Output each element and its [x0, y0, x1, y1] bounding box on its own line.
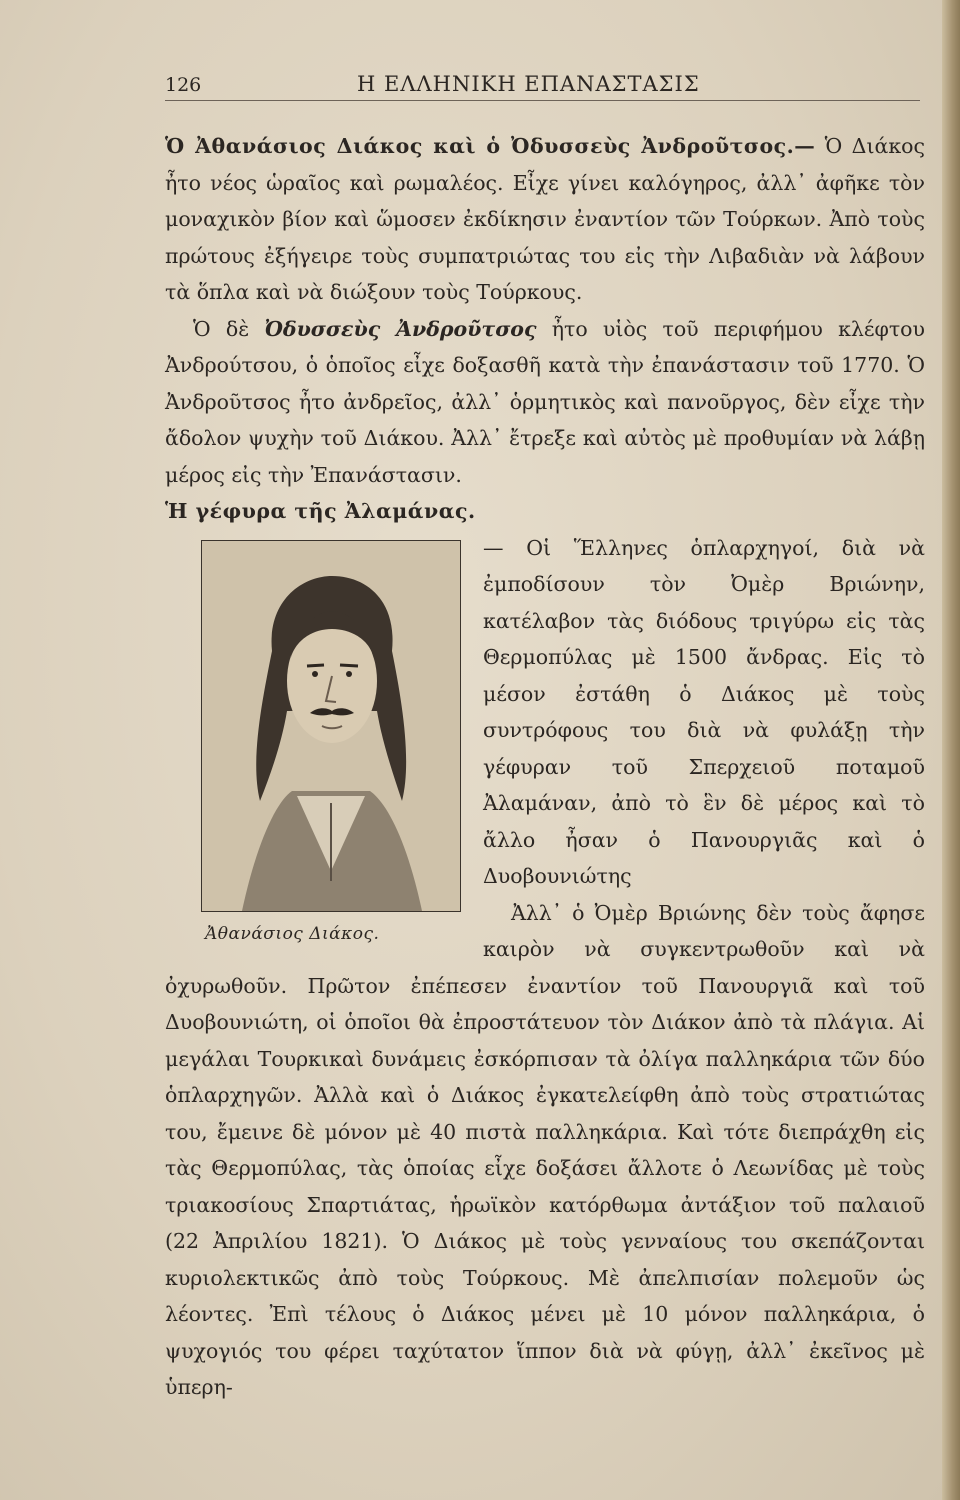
- section-heading: Ὁ Ἀθανάσιος Διάκος καὶ ὁ Ὀδυσσεὺς Ἀνδροῦτσος.—: [165, 134, 816, 158]
- paragraph: [165, 895, 925, 1406]
- page-number: 126: [165, 74, 202, 96]
- paragraph: [165, 128, 925, 311]
- portrait-figure: [165, 540, 463, 948]
- paragraph-text: ἦτο υἱὸς τοῦ περιφήμου κλέφτου Ἀνδρούτσου, ὁ ὁποῖος εἶχε δοξασθῆ κατὰ τὴν ἐπανάστασιν τοῦ 1770. Ὁ Ἀνδροῦτσος ἦτο ἀνδρεῖος, ἀλλ᾽ ὁρμητικὸς καὶ πανοῦργος, δὲν εἶχε τὴν ἄδολον ψυχὴν τοῦ Διάκου. Ἀλλ᾽ ἔτρεξε καὶ αὐτὸς μὲ προθυμίαν νὰ λάβῃ μέρος εἰς τὴν Ἐπανάστασιν.: [165, 316, 925, 487]
- paragraph-text: — Οἱ Ἕλληνες ὁπλαρχηγοί, διὰ νὰ ἐμποδίσουν τὸν Ὀμὲρ Βριώνην, κατέλαβον τὰς διόδους τριγύρω εἰς τὰς Θερμοπύλας μὲ 1500 ἄνδρας. Εἰς τὸ μέσον ἐστάθη ὁ Διάκος μὲ τοὺς συντρόφους του διὰ νὰ φυλάξῃ τὴν γέφυραν τοῦ Σπερχειοῦ ποταμοῦ Ἀλαμάναν, ἀπὸ τὸ ἓν δὲ μέρος καὶ τὸ ἄλλο ἦσαν ὁ Πανουργιᾶς καὶ ὁ Δυοβουνιώτης: [483, 535, 925, 888]
- portrait-caption: Ἀθανάσιος Διάκος.: [205, 923, 380, 944]
- paragraph: [165, 311, 925, 494]
- portrait-image: [202, 541, 460, 911]
- page-edge: [942, 0, 960, 1500]
- paragraph: [165, 493, 925, 530]
- portrait-frame: [201, 540, 461, 912]
- page-header: [165, 68, 920, 101]
- paragraph-text: Ὁ Διάκος ἦτο νέος ὡραῖος καὶ ρωμαλέος. Εἶχε γίνει καλόγηρος, ἀλλ᾽ ἀφῆκε τὸν μοναχικὸν βίον καὶ ὥμοσεν ἐκδίκησιν ἐναντίον τῶν Τούρκων. Ἀπὸ τοὺς πρώτους ἐξήγειρε τοὺς συμπατριώτας του εἰς τὴν Λιβαδιὰν νὰ λάβουν τὰ ὅπλα καὶ νὰ διώξουν τοὺς Τούρκους.: [165, 134, 925, 304]
- running-title: Η ΕΛΛΗΝΙΚΗ ΕΠΑΝΑΣΤΑΣΙΣ: [357, 72, 700, 96]
- body-text: [165, 128, 925, 1406]
- paragraph-text: Ὁ δὲ: [193, 316, 265, 341]
- paragraph-text: Ἀλλ᾽ ὁ Ὀμὲρ Βριώνης δὲν τοὺς ἄφησε καιρὸν νὰ συγκεντρωθοῦν καὶ νὰ ὀχυρωθοῦν. Πρῶτον ἐπέπεσεν ἐναντίον τοῦ Πανουργιᾶ καὶ τοῦ Δυοβουνιώτη, οἱ ὁποῖοι θὰ ἐπροστάτευον τὸν Διάκον ἀπὸ τὰ πλάγια. Αἱ μεγάλαι Τουρκικαὶ δυνάμεις ἐσκόρπισαν τὰ ὀλίγα παλληκάρια τῶν δύο ὁπλαρχηγῶν. Ἀλλὰ καὶ ὁ Διάκος ἐγκατελείφθη ἀπὸ τοὺς στρατιώτας του, ἔμεινε δὲ μόνον μὲ 40 πιστὰ παλληκάρια. Καὶ τότε διεπράχθη εἰς τὰς Θερμοπύλας, τὰς ὁποίας εἶχε δοξάσει ἄλλοτε ὁ Λεωνίδας μὲ τοὺς τριακοσίους Σπαρτιάτας, ἡρωϊκὸν κατόρθωμα ἀντάξιον τοῦ παλαιοῦ (22 Ἀπριλίου 1821). Ὁ Διάκος μὲ τοὺς γενναίους του σκεπάζονται κυριολεκτικῶς ἀπὸ τοὺς Τούρκους. Μὲ ἀπελπισίαν πολεμοῦν ὡς λέοντες. Ἐπὶ τέλους ὁ Διάκος μένει μὲ 10 μόνον παλληκάρια, ὁ ψυχογιός του φέρει ταχύτατον ἵππον διὰ νὰ φύγῃ, ἀλλ᾽ ἐκεῖνος μὲ ὑπερη-: [165, 900, 925, 1399]
- emphasized-name: Ὀδυσσεὺς Ἀνδροῦτσος: [264, 316, 537, 341]
- section-heading: Ἡ γέφυρα τῆς Ἀλαμάνας.: [165, 499, 476, 523]
